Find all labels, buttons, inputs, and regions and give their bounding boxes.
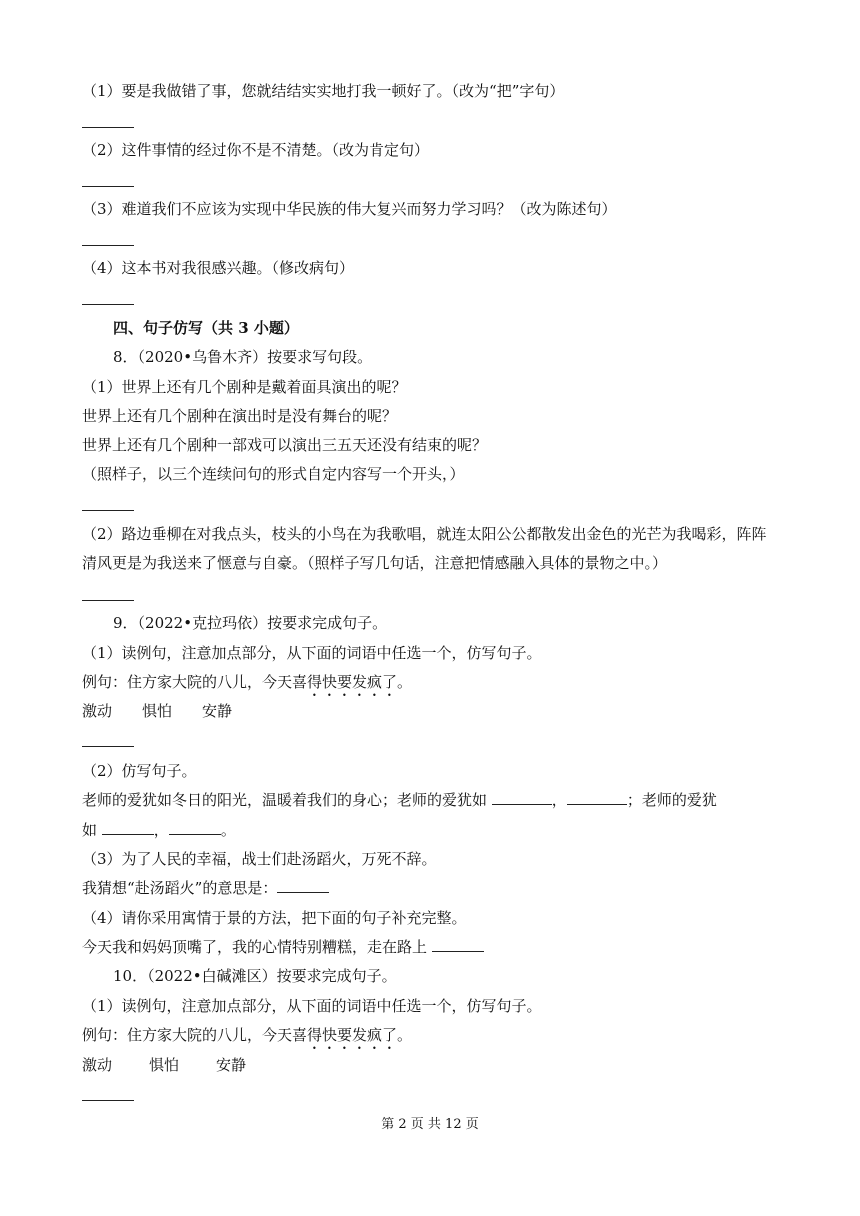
word-option: 安静: [202, 702, 233, 720]
fill-blank[interactable]: [492, 790, 552, 805]
fill-blank[interactable]: [169, 820, 221, 835]
page-footer: 第 2 页 共 12 页: [381, 1117, 479, 1132]
word-option: 惧怕: [149, 1056, 180, 1074]
fill-blank[interactable]: [102, 820, 154, 835]
fill-blank[interactable]: [277, 878, 329, 893]
q8-part2-line1: （2）路边垂柳在对我点头，枝头的小鸟在为我歌唱，就连太阳公公都散发出金色的光芒为我喝彩，阵阵: [82, 525, 767, 543]
q8-part1-line1: （1）世界上还有几个剧种是戴着面具演出的呢？: [82, 378, 407, 396]
answer-line[interactable]: [82, 600, 134, 601]
text: 。: [220, 821, 236, 839]
q9-word-options: [82, 701, 232, 721]
word-option: 安静: [216, 1056, 247, 1074]
text: ；老师的爱犹: [626, 791, 717, 809]
q10-heading: 10．（2022•白碱滩区）按要求完成句子。: [113, 967, 397, 985]
q8-part1-line2: 世界上还有几个剧种在演出时是没有舞台的呢？: [82, 407, 398, 425]
q9-part1: （1）读例句，注意加点部分，从下面的词语中任选一个，仿写句子。: [82, 644, 542, 662]
q7-item-1: （1）要是我做错了事，您就结结实实地打我一顿好了。（改为“把”字句）: [82, 82, 565, 100]
q10-example: [82, 1025, 412, 1053]
q9-heading: 9．（2022•克拉玛依）按要求完成句子。: [113, 614, 388, 632]
answer-line[interactable]: [82, 746, 134, 747]
answer-line[interactable]: [82, 186, 134, 187]
q9-part2-line3: [82, 820, 236, 840]
q9-part4-line2: [82, 937, 484, 957]
text: 我猜想“赴汤蹈火”的意思是：: [82, 879, 278, 897]
text: ，: [551, 791, 567, 809]
q9-part2: （2）仿写句子。: [82, 762, 197, 780]
q9-part2-line2: [82, 790, 717, 810]
q8-part1-line3: 世界上还有几个剧种一部戏可以演出三五天还没有结束的呢？: [82, 436, 488, 454]
answer-line[interactable]: [82, 245, 134, 246]
q8-heading: 8．（2020•乌鲁木齐）按要求写句段。: [113, 348, 373, 366]
word-option: 激动: [82, 702, 113, 720]
fill-blank[interactable]: [567, 790, 627, 805]
q8-part2-line2: 清风更是为我送来了惬意与自豪。（照样子写几句话，注意把情感融入具体的景物之中。）: [82, 554, 668, 572]
answer-line[interactable]: [82, 1100, 134, 1101]
text: 今天我和妈妈顶嘴了，我的心情特别糟糕，走在路上: [82, 938, 428, 956]
example-emphasis: 得快要发疯了: [307, 673, 398, 691]
example-suffix: 。: [397, 673, 413, 691]
example-prefix: 例句：住方家大院的八儿，今天喜: [82, 673, 308, 691]
q7-item-4: （4）这本书对我很感兴趣。（修改病句）: [82, 259, 355, 277]
text: ，: [153, 821, 169, 839]
text: 老师的爱犹如冬日的阳光，温暖着我们的身心；老师的爱犹如: [82, 791, 488, 809]
word-option: 激动: [82, 1056, 113, 1074]
answer-line[interactable]: [82, 127, 134, 128]
q9-part4: （4）请你采用寓情于景的方法，把下面的句子补充完整。: [82, 909, 467, 927]
q10-part1: （1）读例句，注意加点部分，从下面的词语中任选一个，仿写句子。: [82, 997, 542, 1015]
text: 如: [82, 821, 98, 839]
q7-item-3: （3）难道我们不应该为实现中华民族的伟大复兴而努力学习吗？（改为陈述句）: [82, 200, 617, 218]
example-prefix: 例句：住方家大院的八儿，今天喜: [82, 1026, 308, 1044]
example-emphasis: 得快要发疯了: [307, 1026, 398, 1044]
q10-word-options: [82, 1055, 246, 1075]
q7-item-2: （2）这件事情的经过你不是不清楚。（改为肯定句）: [82, 141, 430, 159]
section-title: 四、句子仿写（共 3 小题）: [113, 319, 299, 337]
q9-part3-line2: [82, 878, 329, 898]
word-option: 惧怕: [142, 702, 173, 720]
fill-blank[interactable]: [432, 937, 484, 952]
q9-part3: （3）为了人民的幸福，战士们赴汤蹈火，万死不辞。: [82, 850, 437, 868]
answer-line[interactable]: [82, 510, 134, 511]
example-suffix: 。: [397, 1026, 413, 1044]
q8-part1-line4: （照样子，以三个连续问句的形式自定内容写一个开头，）: [82, 465, 465, 483]
answer-line[interactable]: [82, 304, 134, 305]
q9-example: [82, 672, 412, 700]
